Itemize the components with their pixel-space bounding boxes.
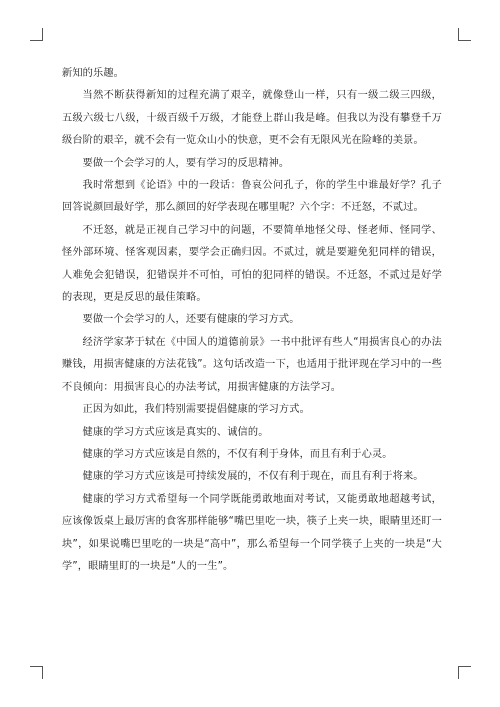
crop-mark-top-left	[30, 28, 43, 41]
crop-mark-bottom-right	[458, 666, 471, 679]
paragraph: 新知的乐趣。	[62, 68, 125, 79]
paragraph: 经济学家茅于轼在《中国人的道德前景》一书中批评有些人“用损害良心的办法赚钱，用损害健康的方法花钱”。这句话改造一下，也适用于批评现在学习中的一些不良倾向：用损害良心的办法考试，用损害健康的方法学习。	[62, 336, 442, 393]
paragraph: 要做一个会学习的人，还要有健康的学习方式。	[82, 314, 300, 326]
document-body	[62, 63, 442, 578]
paragraph: 健康的学习方式希望每一个同学既能勇敢地面对考试，又能勇敢地超越考试，应该像饭桌上最厉害的食客那样能够“嘴巴里吃一块，筷子上夹一块，眼睛里还盯一块”，如果说嘴巴里吃的一块是“高中”，那么希望每一个同学筷子上夹的一块是“大学”，眼睛里盯的一块是“人的一生”。	[62, 493, 442, 572]
paragraph: 健康的学习方式应该是自然的，不仅有利于身体，而且有利于心灵。	[82, 448, 393, 460]
paragraph: 当然不断获得新知的过程充满了艰辛，就像登山一样，只有一级二级三四级，五级六级七八级，十级百级千万级，才能登上群山我是峰。但我以为没有攀登千万级台阶的艰辛，就不会有一览众山小的快意，更不会有无限风光在险峰的美景。	[62, 90, 442, 147]
paragraph: 健康的学习方式应该是可持续发展的，不仅有利于现在，而且有利于将来。	[82, 471, 424, 483]
paragraph: 正因为如此，我们特别需要提倡健康的学习方式。	[82, 404, 310, 416]
crop-mark-top-right	[458, 28, 471, 41]
paragraph: 健康的学习方式应该是真实的、诚信的。	[82, 426, 269, 438]
paragraph: 要做一个会学习的人，要有学习的反思精神。	[82, 157, 290, 169]
crop-mark-bottom-left	[30, 666, 43, 679]
paragraph: 我时常想到《论语》中的一段话：鲁哀公问孔子，你的学生中谁最好学？孔子回答说颜回最好学，那么颜回的好学表现在哪里呢？六个字：不迁怒，不贰过。	[62, 180, 442, 214]
paragraph: 不迁怒，就是正视自己学习中的问题，不要简单地怪父母、怪老师、怪同学、怪外部环境、怪客观因素，要学会正确归因。不贰过，就是要避免犯同样的错误，人难免会犯错误，犯错误并不可怕，可怕的犯同样的错误。不迁怒，不贰过是好学的表现，更是反思的最佳策略。	[62, 224, 442, 304]
